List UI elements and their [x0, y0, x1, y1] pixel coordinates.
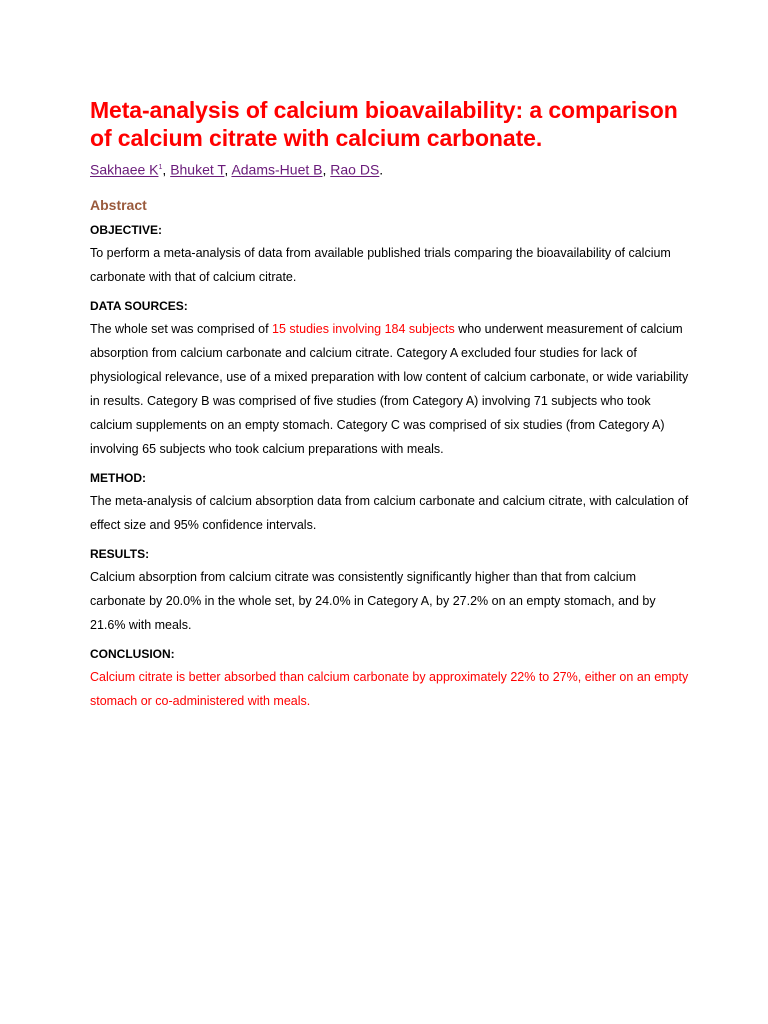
conclusion-body: Calcium citrate is better absorbed than calcium carbonate by approximately 22% to 27%, either on an empty stomach or co-administered with meals.	[90, 669, 689, 708]
author-separator: ,	[224, 161, 232, 178]
author-separator: ,	[162, 161, 171, 178]
conclusion-heading: CONCLUSION:	[90, 646, 175, 661]
author-link-sakhaee[interactable]: Sakhaee K	[90, 161, 159, 178]
results-body: Calcium absorption from calcium citrate was consistently significantly higher than that from calcium carbonate by 20.0% in the whole set, by 24.0% in Category A, by 27.2% on an empty stomach, and by 21.6% with meals.	[90, 569, 656, 632]
author-link-bhuket[interactable]: Bhuket T	[170, 161, 225, 178]
author-link-rao[interactable]: Rao DS	[330, 161, 380, 178]
author-list	[90, 158, 690, 180]
method-heading: METHOD:	[90, 470, 146, 485]
data-sources-body	[90, 317, 690, 461]
objective-heading: OBJECTIVE:	[90, 222, 163, 237]
data-sources-highlight: 15 studies involving 184 subjects	[272, 321, 455, 336]
method-body: The meta-analysis of calcium absorption data from calcium carbonate and calcium citrate, with calculation of effect size and 95% confidence intervals.	[90, 493, 689, 532]
author-separator: ,	[322, 161, 331, 178]
abstract-heading: Abstract	[90, 196, 147, 213]
article-title: Meta-analysis of calcium bioavailability: a comparison of calcium citrate with calcium carbonate.	[90, 97, 678, 151]
data-sources-text-suffix: who underwent measurement of calcium absorption from calcium carbonate and calcium citrate. Category A excluded four studies for lack of physiological relevance, use of a mixed preparation with low content of calcium carbonate, or wide variability in results. Category B was comprised of five studies (from Category A) involving 71 subjects who took calcium supplements on an empty stomach. Category C was comprised of six studies (from Category A) involving 65 subjects who took calcium preparations with meals.	[90, 321, 689, 456]
author-link-adams-huet[interactable]: Adams-Huet B	[231, 161, 323, 178]
results-heading: RESULTS:	[90, 546, 150, 561]
author-terminator: .	[379, 161, 384, 178]
article-page	[90, 96, 690, 713]
data-sources-heading: DATA SOURCES:	[90, 298, 188, 313]
objective-body: To perform a meta-analysis of data from available published trials comparing the bioavailability of calcium carbonate with that of calcium citrate.	[90, 245, 671, 284]
author-affiliation-marker: 1	[158, 164, 163, 171]
data-sources-text-prefix: The whole set was comprised of	[90, 321, 273, 336]
